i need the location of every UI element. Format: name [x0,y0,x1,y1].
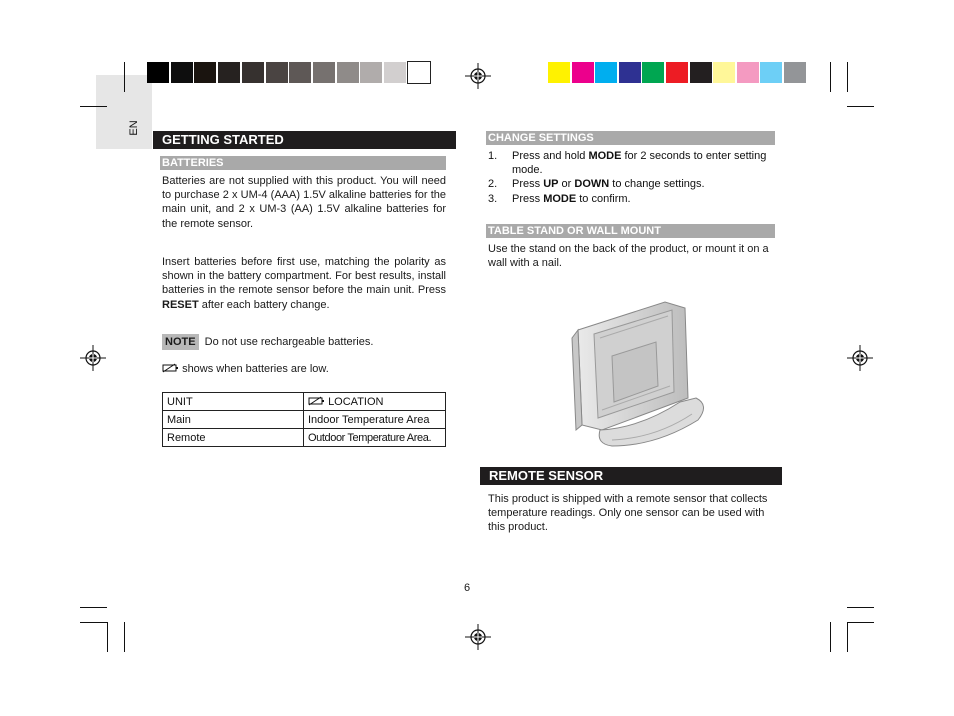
gray-swatch [266,62,288,83]
list-item: 3. Press MODE to confirm. [488,192,631,205]
table-row [163,411,446,429]
gray-swatch [408,62,430,83]
low-battery-icon [162,363,179,373]
subsection-title-batteries: BATTERIES [160,156,446,170]
gray-swatch [337,62,359,83]
low-battery-icon [308,396,325,406]
note-line [162,334,446,350]
color-swatch [572,62,594,83]
stand-paragraph: Use the stand on the back of the product, or mount it on a wall with a nail. [488,243,769,270]
color-swatch [548,62,570,83]
table-cell-location: Outdoor Temperature Area. [304,429,446,447]
change-settings-steps [488,149,778,206]
color-swatch [666,62,688,83]
list-item: 2. Press UP or DOWN to change settings. [488,178,705,191]
gray-swatch [218,62,240,83]
gray-swatch [360,62,382,83]
batteries-paragraph-2: Insert batteries before first use, matching the polarity as shown in the battery compartment. For best results, install batteries in the remote sensor before the main unit. Press RESET after each battery change. [162,256,446,311]
section-title-getting-started: GETTING STARTED [153,131,456,149]
table-cell-unit: Remote [163,429,304,447]
section-title-remote-sensor: REMOTE SENSOR [480,467,782,485]
low-battery-text: shows when batteries are low. [182,363,329,375]
low-battery-line [162,362,446,376]
page-number: 6 [463,582,471,594]
list-item: 1. Press and hold MODE for 2 seconds to enter setting mode. [488,150,767,177]
color-swatch [690,62,712,83]
note-badge: NOTE [162,334,199,350]
table-cell-unit: Main [163,411,304,429]
table-header-location: LOCATION [304,393,446,411]
gray-swatch [242,62,264,83]
color-swatch [737,62,759,83]
registration-mark-icon [465,624,491,650]
table-row [163,429,446,447]
color-swatch [760,62,782,83]
registration-mark-icon [80,345,106,371]
color-swatch [713,62,735,83]
registration-mark-icon [847,345,873,371]
color-swatch [619,62,641,83]
batteries-paragraph-1: Batteries are not supplied with this product. You will need to purchase 2 x UM-4 (AAA) 1.5V alkaline batteries for the main unit, and 2 x UM-3 (AA) 1.5V alkaline batteries for the remote sensor. [162,175,446,230]
note-text: Do not use rechargeable batteries. [204,336,374,348]
unit-location-table [162,392,446,447]
color-swatch [595,62,617,83]
gray-swatch [289,62,311,83]
table-cell-location: Indoor Temperature Area [304,411,446,429]
registration-mark-icon [465,63,491,89]
language-tab-label: EN [128,120,140,136]
subsection-title-change-settings: CHANGE SETTINGS [486,131,775,145]
gray-swatch [384,62,406,83]
gray-swatch [147,62,169,83]
color-swatch [784,62,806,83]
table-header-unit: UNIT [163,393,304,411]
table-header-row [163,393,446,411]
remote-sensor-paragraph: This product is shipped with a remote sensor that collects temperature readings. Only one sensor can be used with this product. [488,493,768,534]
color-swatch [642,62,664,83]
gray-swatch [194,62,216,83]
gray-swatch [171,62,193,83]
subsection-title-table-stand: TABLE STAND OR WALL MOUNT [486,224,775,238]
gray-swatch [313,62,335,83]
product-stand-illustration [560,280,730,448]
